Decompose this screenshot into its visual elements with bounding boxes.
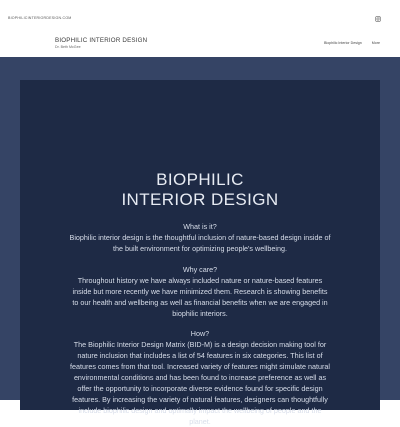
section-text: Throughout history we have always included nature or nature-based features inside but more recently we have minimized them. Research is showing benefits to our health and wellbeing as well as financial benefits when we are engaged in biophilic interiors. [72,276,328,318]
main-nav [324,41,380,45]
page-heading-line-2: INTERIOR DESIGN [121,190,279,209]
content-panel [20,80,380,426]
browser-top-bar [0,0,400,31]
nav-item-more[interactable]: More [371,41,380,45]
section-what [20,221,380,254]
section-why [20,264,380,319]
site-header [0,30,400,57]
section-question: How? [190,329,210,338]
section-question: Why care? [182,265,218,274]
hero-content [20,170,380,427]
site-title[interactable]: BIOPHILIC INTERIOR DESIGN [55,37,148,44]
section-how [20,328,380,427]
site-url[interactable]: BIOPHILICINTERIORDESIGN.COM [8,16,72,20]
section-question: What is it? [183,222,217,231]
hero-section [0,57,400,426]
section-text: The Biophilic Interior Design Matrix (BID-M) is a design decision making tool for nature inclusion that includes a list of 54 features in six categories. This list of features comes from that tool. Increased variety of features might simulate natural environmental conditions and has been found to increase preference as well as offer the opportunity to incorporate diverse evidence found for specific design features. By increasing the variety of natural features, designers can thoughtfully include biophilic design and optimally impact the wellbeing of people and the planet. [69,340,331,426]
instagram-icon[interactable] [375,16,381,22]
page-heading [80,170,320,210]
nav-item-biophilic-interior-design[interactable]: Biophilic Interior Design [324,41,362,45]
site-subtitle: Dr. Beth McGee [55,45,81,49]
section-text: Biophilic interior design is the thoughtful inclusion of nature-based design inside of the built environment for optimizing people's wellbeing. [69,233,331,253]
page-heading-line-1: BIOPHILIC [156,170,244,189]
